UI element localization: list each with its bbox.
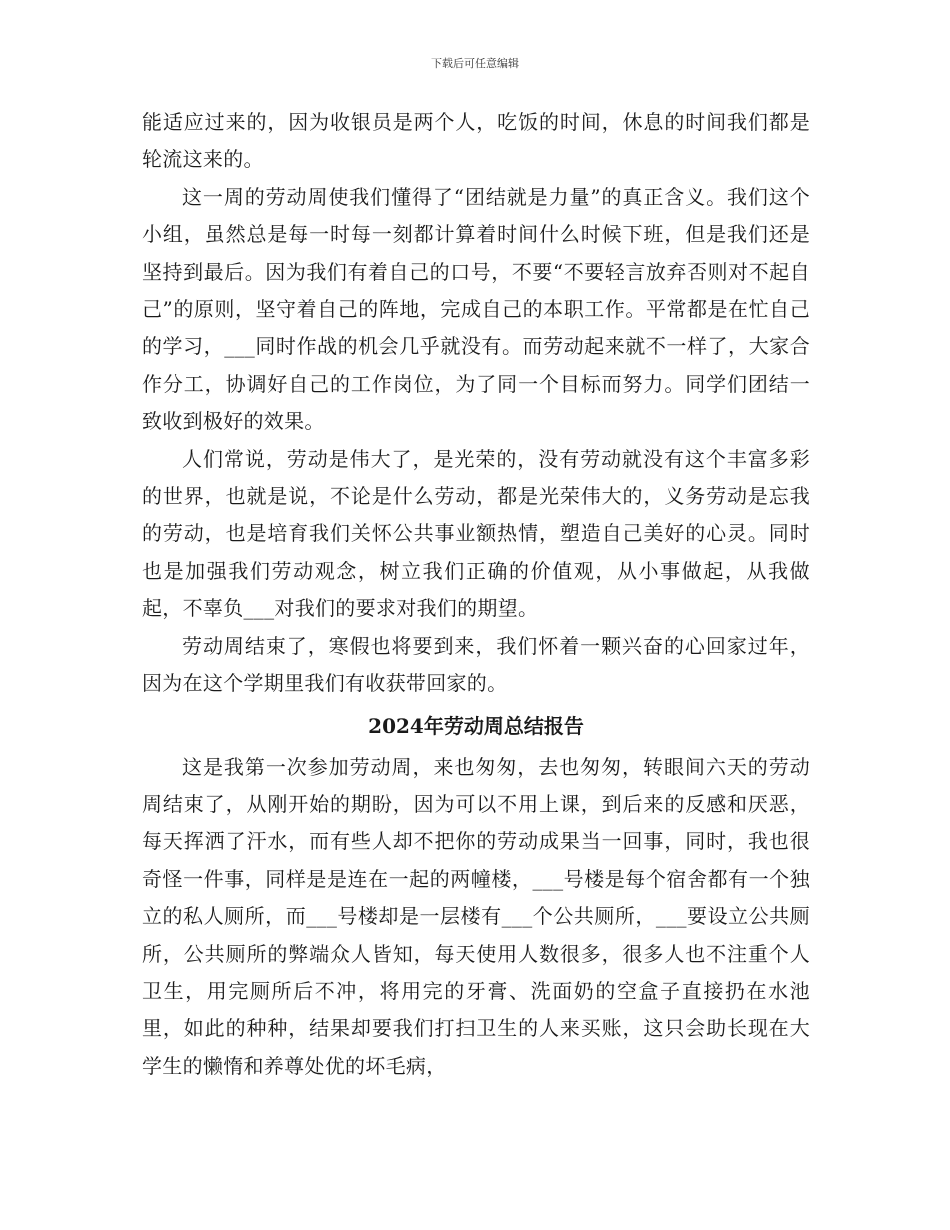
paragraph-conclusion: 劳动周结束了，寒假也将要到来，我们怀着一颗兴奋的心回家过年，因为在这个学期里我们有收获带回家的。 — [142, 633, 810, 696]
page-header: 下载后可任意编辑 — [431, 57, 519, 70]
paragraph-labor-value: 人们常说，劳动是伟大了，是光荣的，没有劳动就没有这个丰富多彩的世界，也就是说，不论是什么劳动，都是光荣伟大的，义务劳动是忘我的劳动，也是培育我们关怀公共事业额热情，塑造自己美好的心灵。同时也是加强我们劳动观念，树立我们正确的价值观，从小事做起，从我做起，不辜负___对我们的要求对我们的期望。 — [142, 446, 810, 621]
paragraph-continuation: 能适应过来的，因为收银员是两个人，吃饭的时间，休息的时间我们都是轮流这来的。 — [142, 110, 810, 172]
section-title: 2024年劳动周总结报告 — [368, 713, 584, 738]
paragraph-teamwork: 这一周的劳动周使我们懂得了“团结就是力量”的真正含义。我们这个小组，虽然总是每一时每一刻都计算着时间什么时候下班，但是我们还是坚持到最后。因为我们有着自己的口号，不要“不要轻言放弃否则对不起自己”的原则，坚守着自己的阵地，完成自己的本职工作。平常都是在忙自己的学习，___同时作战的机会几乎就没有。而劳动起来就不一样了，大家合作分工，协调好自己的工作岗位，为了同一个目标而努力。同学们团结一致收到极好的效果。 — [142, 184, 810, 434]
document-body — [142, 104, 810, 1085]
paragraph-report-body: 这是我第一次参加劳动周，来也匆匆，去也匆匆，转眼间六天的劳动周结束了，从刚开始的期盼，因为可以不用上课，到后来的反感和厌恶，每天挥洒了汗水，而有些人却不把你的劳动成果当一回事，同时，我也很奇怪一件事，同样是是连在一起的两幢楼，___号楼是每个宿舍都有一个独立的私人厕所，而___号楼却是一层楼有___个公共厕所，___要设立公共厕所，公共厕所的弊端众人皆知，每天使用人数很多，很多人也不注重个人卫生，用完厕所后不冲，将用完的牙膏、洗面奶的空盒子直接扔在水池里，如此的种种，结果却要我们打扫卫生的人来买账，这只会助长现在大学生的懒惰和养尊处优的坏毛病， — [142, 754, 810, 1078]
